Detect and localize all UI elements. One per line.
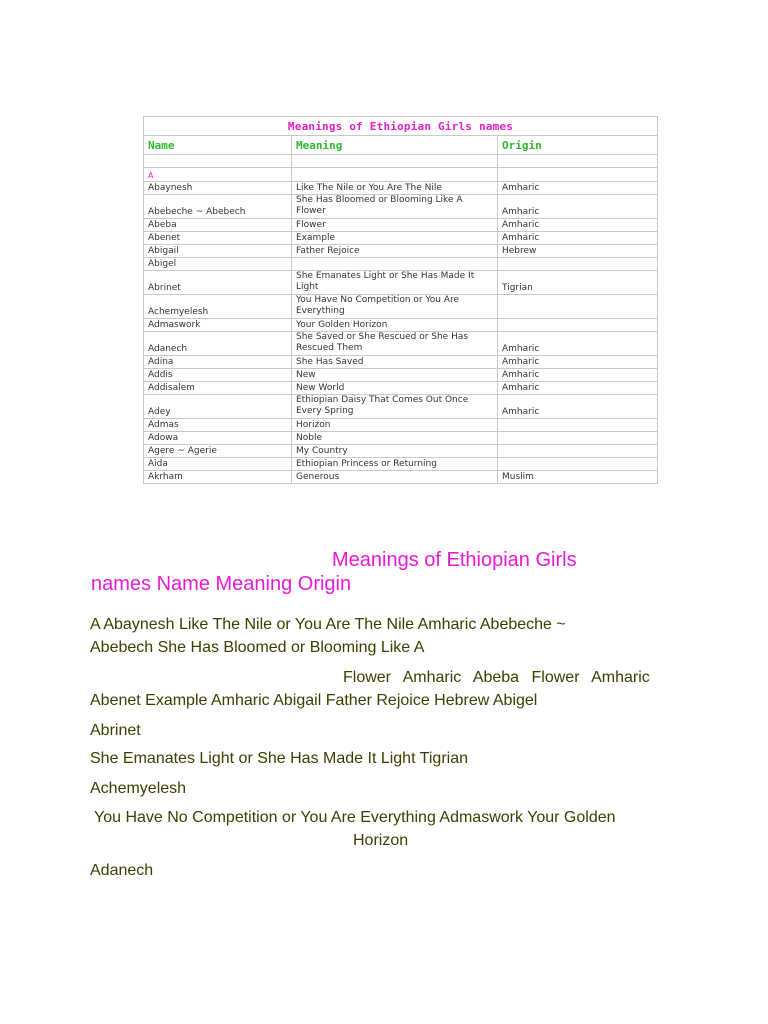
letter-row — [144, 168, 658, 182]
paragraph-6: Achemyelesh — [90, 780, 187, 797]
origin-cell — [498, 458, 658, 471]
name-cell: Admas — [144, 419, 292, 432]
origin-cell: Amharic — [498, 369, 658, 382]
name-cell: Achemyelesh — [144, 295, 292, 319]
meaning-cell — [292, 258, 498, 271]
section-letter: A — [144, 168, 292, 182]
meaning-cell: Flower — [292, 219, 498, 232]
name-cell: Addis — [144, 369, 292, 382]
table-header-row — [144, 136, 658, 155]
blank-row — [144, 155, 658, 168]
name-cell: Adina — [144, 356, 292, 369]
table-row — [144, 258, 658, 271]
meaning-cell: Ethiopian Daisy That Comes Out Once Every Spring — [292, 395, 498, 419]
name-cell: Abigail — [144, 245, 292, 258]
name-cell: Aida — [144, 458, 292, 471]
name-cell: Adanech — [144, 332, 292, 356]
name-cell: Admaswork — [144, 319, 292, 332]
paragraph-1-line-1: A Abaynesh Like The Nile or You Are The Nile Amharic Abebeche ~ — [90, 616, 566, 633]
paragraph-8: Adanech — [90, 862, 154, 879]
meaning-cell: Your Golden Horizon — [292, 319, 498, 332]
table-row — [144, 419, 658, 432]
header-name: Name — [144, 136, 292, 155]
paragraph-3: Abenet Example Amharic Abigail Father Rejoice Hebrew Abigel — [90, 692, 538, 709]
name-cell: Akrham — [144, 471, 292, 484]
table-row — [144, 195, 658, 219]
header-meaning: Meaning — [292, 136, 498, 155]
meaning-cell: Horizon — [292, 419, 498, 432]
origin-cell — [498, 258, 658, 271]
table-row — [144, 245, 658, 258]
name-cell: Abebeche ~ Abebech — [144, 195, 292, 219]
meaning-cell: Like The Nile or You Are The Nile — [292, 182, 498, 195]
table-title: Meanings of Ethiopian Girls names — [144, 117, 658, 136]
heading-line-2: names Name Meaning Origin — [91, 573, 352, 595]
origin-cell: Muslim — [498, 471, 658, 484]
name-cell: Adey — [144, 395, 292, 419]
table-row — [144, 471, 658, 484]
meaning-cell: She Emanates Light or She Has Made It Light — [292, 271, 498, 295]
paragraph-7 — [94, 806, 674, 852]
table-row — [144, 445, 658, 458]
heading-line-1: Meanings of Ethiopian Girls — [332, 549, 577, 571]
paragraph-7-line-2: Horizon — [353, 832, 409, 849]
meaning-cell: Ethiopian Princess or Returning — [292, 458, 498, 471]
table-row — [144, 219, 658, 232]
origin-cell: Amharic — [498, 395, 658, 419]
table-title-row — [144, 117, 658, 136]
paragraph-1-line-2: Abebech She Has Bloomed or Blooming Like A — [90, 639, 425, 656]
origin-cell: Hebrew — [498, 245, 658, 258]
name-cell: Abeba — [144, 219, 292, 232]
table-row — [144, 356, 658, 369]
meaning-cell: You Have No Competition or You Are Everything — [292, 295, 498, 319]
name-cell: Adowa — [144, 432, 292, 445]
meaning-cell: Example — [292, 232, 498, 245]
table-row — [144, 382, 658, 395]
name-cell: Abenet — [144, 232, 292, 245]
name-cell: Abigel — [144, 258, 292, 271]
meaning-cell: New World — [292, 382, 498, 395]
origin-cell — [498, 419, 658, 432]
table-row — [144, 395, 658, 419]
paragraph-4: Abrinet — [90, 722, 141, 739]
table-row — [144, 232, 658, 245]
meaning-cell: Generous — [292, 471, 498, 484]
origin-cell: Amharic — [498, 332, 658, 356]
origin-cell: Amharic — [498, 356, 658, 369]
meaning-cell: Father Rejoice — [292, 245, 498, 258]
origin-cell — [498, 295, 658, 319]
table-row — [144, 319, 658, 332]
origin-cell — [498, 432, 658, 445]
paragraph-7-line-1: You Have No Competition or You Are Everything Admaswork Your Golden — [94, 809, 616, 826]
table-row — [144, 182, 658, 195]
origin-cell: Tigrian — [498, 271, 658, 295]
meaning-cell: Noble — [292, 432, 498, 445]
paragraph-1 — [90, 613, 690, 659]
table-row — [144, 271, 658, 295]
table-row — [144, 332, 658, 356]
table-row — [144, 295, 658, 319]
meaning-cell: She Has Bloomed or Blooming Like A Flower — [292, 195, 498, 219]
origin-cell: Amharic — [498, 232, 658, 245]
origin-cell — [498, 319, 658, 332]
origin-cell — [498, 445, 658, 458]
origin-cell: Amharic — [498, 195, 658, 219]
origin-cell: Amharic — [498, 382, 658, 395]
origin-cell: Amharic — [498, 219, 658, 232]
name-cell: Abaynesh — [144, 182, 292, 195]
meaning-cell: My Country — [292, 445, 498, 458]
name-cell: Addisalem — [144, 382, 292, 395]
meaning-cell: She Saved or She Rescued or She Has Rescued Them — [292, 332, 498, 356]
paragraph-2: Flower Amharic Abeba Flower Amharic — [343, 669, 650, 686]
table-row — [144, 458, 658, 471]
header-origin: Origin — [498, 136, 658, 155]
paragraph-5: She Emanates Light or She Has Made It Light Tigrian — [90, 750, 468, 767]
table-row — [144, 432, 658, 445]
origin-cell: Amharic — [498, 182, 658, 195]
meaning-cell: She Has Saved — [292, 356, 498, 369]
name-cell: Agere ~ Agerie — [144, 445, 292, 458]
name-cell: Abrinet — [144, 271, 292, 295]
meaning-cell: New — [292, 369, 498, 382]
names-table — [143, 116, 658, 484]
table-row — [144, 369, 658, 382]
